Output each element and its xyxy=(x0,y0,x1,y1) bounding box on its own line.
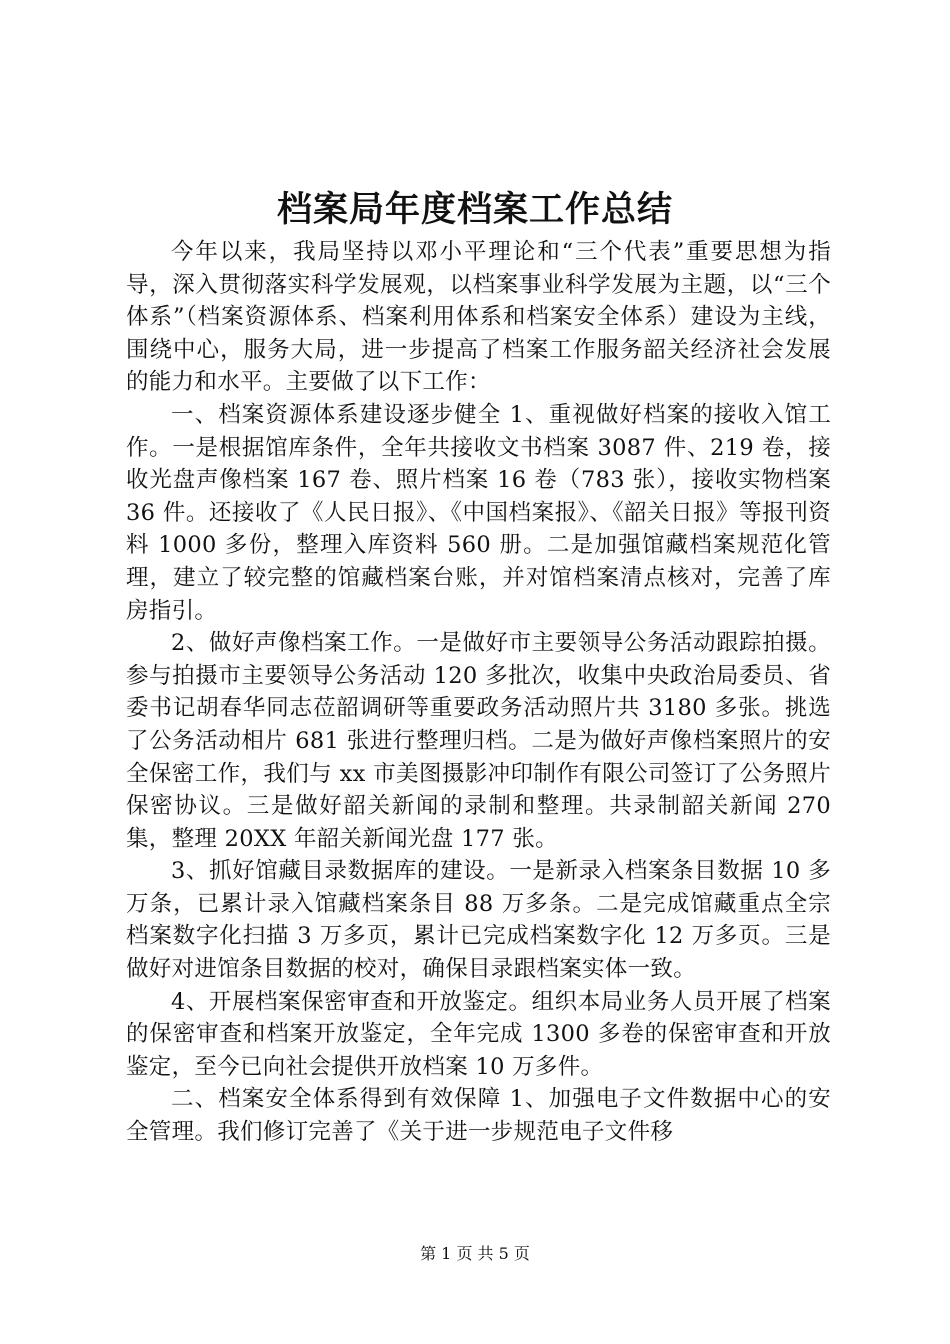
paragraph-section-1: 一、档案资源体系建设逐步健全 1、重视做好档案的接收入馆工作。一是根据馆库条件，全年共接收文书档案 3087 件、219 卷，接收光盘声像档案 167 卷、照片档案 16 卷（783 张），接收实物档案 36 件。还接收了《人民日报》、《中国档案报》、《韶关日报》等报刊资料 1000 多份，整理入库资料 560 册。二是加强馆藏档案规范化管理，建立了较完整的馆藏档案台账，并对馆档案清点核对，完善了库房指引。 xyxy=(126,401,831,624)
page-number-footer: 第 1 页 共 5 页 xyxy=(420,1244,530,1263)
paragraph-item-3: 3、抓好馆藏目录数据库的建设。一是新录入档案条目数据 10 多万条，已累计录入馆藏档案条目 88 万多条。二是完成馆藏重点全宗档案数字化扫描 3 万多页，累计已完成档案数字化 12 万多页。三是做好对进馆条目数据的校对，确保目录跟档案实体一致。 xyxy=(126,858,831,983)
document-body xyxy=(126,236,831,1149)
paragraph-item-2: 2、做好声像档案工作。一是做好市主要领导公务活动跟踪拍摄。参与拍摄市主要领导公务活动 120 多批次，收集中央政治局委员、省委书记胡春华同志莅韶调研等重要政务活动照片共 3180 多张。挑选了公务活动相片 681 张进行整理归档。二是为做好声像档案照片的安全保密工作，我们与 xx 市美图摄影冲印制作有限公司签订了公务照片保密协议。三是做好韶关新闻的录制和整理。共录制韶关新闻 270 集，整理 20XX 年韶关新闻光盘 177 张。 xyxy=(126,630,831,852)
paragraph-intro: 今年以来，我局坚持以邓小平理论和“三个代表”重要思想为指导，深入贯彻落实科学发展观，以档案事业科学发展为主题，以“三个体系”（档案资源体系、档案利用体系和档案安全体系）建设为主线，围绕中心，服务大局，进一步提高了档案工作服务韶关经济社会发展的能力和水平。主要做了以下工作： xyxy=(126,239,831,396)
paragraph-item-4: 4、开展档案保密审查和开放鉴定。组织本局业务人员开展了档案的保密审查和档案开放鉴定，全年完成 1300 多卷的保密审查和开放鉴定，至今已向社会提供开放档案 10 万多件。 xyxy=(126,988,831,1080)
paragraph-section-2: 二、档案安全体系得到有效保障 1、加强电子文件数据中心的安全管理。我们修订完善了《关于进一步规范电子文件移 xyxy=(126,1086,831,1146)
document-title: 档案局年度档案工作总结 xyxy=(276,189,673,230)
